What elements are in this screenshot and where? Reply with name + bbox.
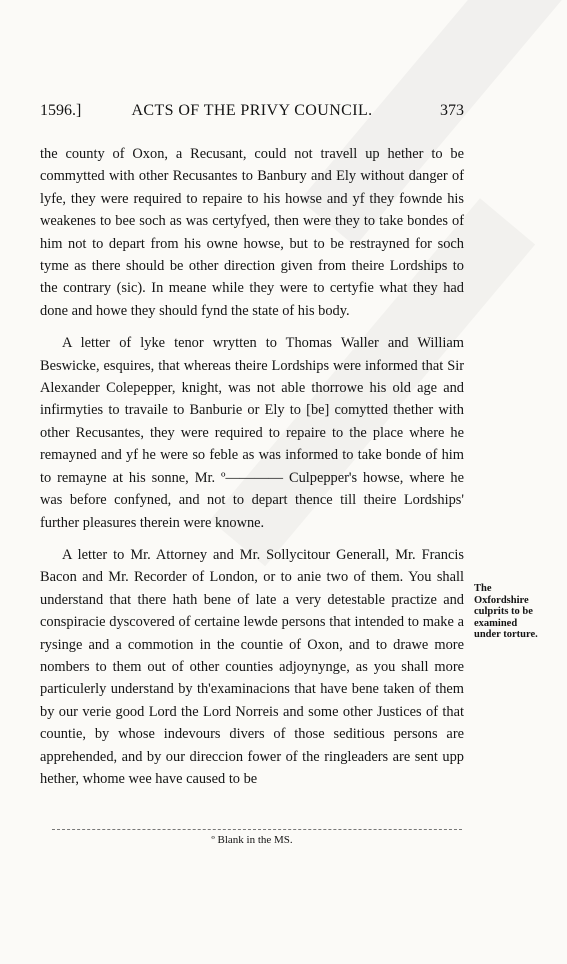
- body-text: [40, 143, 464, 790]
- footnote-divider: [52, 829, 462, 830]
- page-number: 373: [440, 102, 464, 119]
- paragraph: the county of Oxon, a Recusant, could not travell up hether to be commytted with other Recusantes to Banbury and Ely without danger of lyfe, they were required to repaire to his howse and yf they fownde his weakenes to bee soch as was certyfyed, then were they to take bondes of him not to depart from his owne howse, but to be restrayned for soch tyme as there should be other direction given from theire Lordships to the contrary (sic). In meane while they were to certyfie what they had done and howe they should fynd the state of his body.: [40, 146, 464, 319]
- margin-note: The Oxfordshire culprits to be examined under torture.: [474, 583, 538, 640]
- paragraph: A letter of lyke tenor wrytten to Thomas Waller and William Beswicke, esquires, that whereas theire Lordships were informed that Sir Alexander Colepepper, knight, was not able thorrowe his old age and infirmyties to travaile to Banburie or Ely to [be] comytted thether with other Recusantes, they were required to repaire to the place where he remayned and yf he were so feble as was informed to take bonde of him to remayne at his sonne, Mr. º———— Culpepper's howse, where he was before confyned, and not to depart thence till theire Lordships' further pleasures therein were knowne.: [40, 335, 464, 531]
- footnote: º Blank in the MS.: [211, 834, 293, 846]
- paragraph: A letter to Mr. Attorney and Mr. Sollycitour Generall, Mr. Francis Bacon and Mr. Recorder of London, or to anie two of them. You shall understand that there hath bene of late a very detestable practize and conspiracie dyscovered of certaine lewde persons that intended to make a rysinge and a commotion in the countie of Oxon, and to drawe more nombers to them out of other counties adjoynynge, as you shall more particulerly understand by th'examinacions that have bene taken of them by our verie good Lord the Lord Norreis and some other Justices of that countie, by whose indevours divers of those seditious persons are apprehended, and by our direccion fower of the ringleaders are sent upp hether, whome wee have caused to be: [40, 546, 464, 787]
- running-header: [40, 102, 464, 124]
- header-year: 1596.]: [40, 102, 82, 119]
- header-title: ACTS OF THE PRIVY COUNCIL.: [131, 102, 373, 119]
